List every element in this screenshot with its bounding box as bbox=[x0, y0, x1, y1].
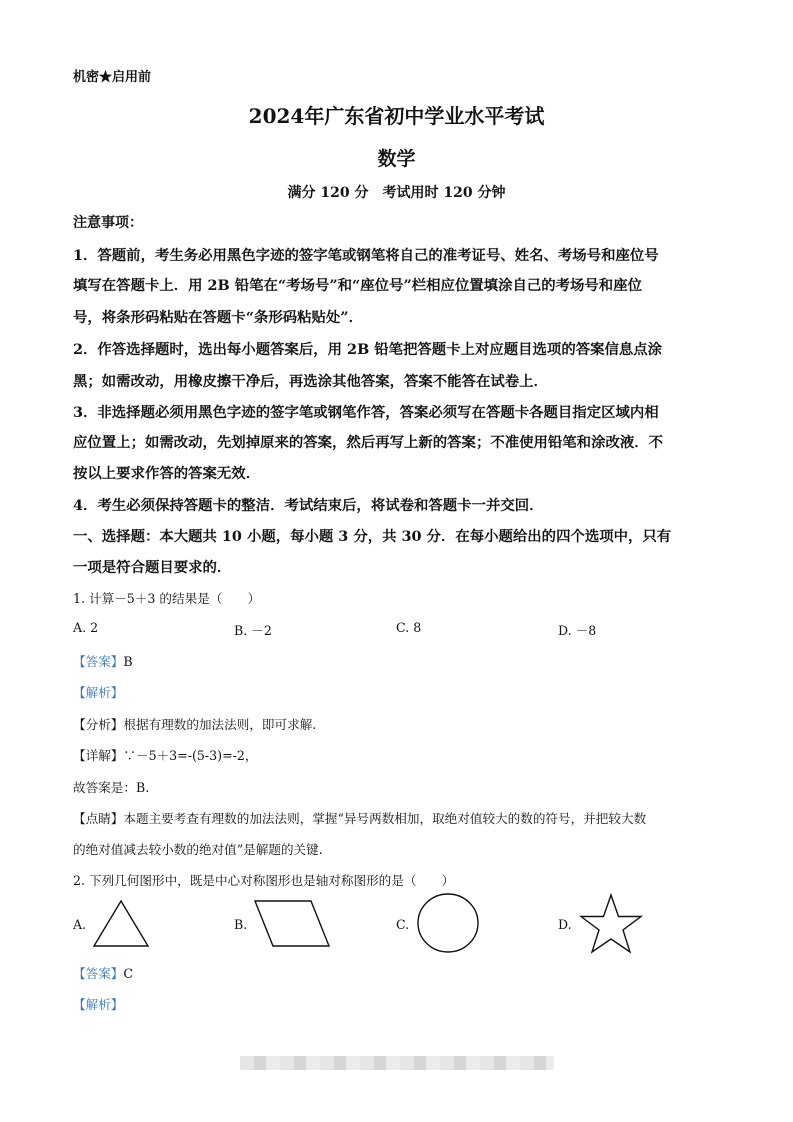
q2-option-a-label: A. bbox=[73, 917, 87, 932]
q2-stem: 2. 下列几何图形中，既是中心对称图形也是轴对称图形的是（ ） bbox=[73, 873, 455, 888]
q1-comment-cont: 的绝对值减去较小数的绝对值”是解题的关键. bbox=[73, 842, 323, 857]
notice-line: 号，将条形码粘贴在答题卡“条形码粘贴处”． bbox=[73, 309, 363, 326]
page-title: 2024年广东省初中学业水平考试 bbox=[248, 104, 545, 128]
notice-heading: 注意事项： bbox=[73, 215, 143, 231]
star-shape bbox=[578, 893, 644, 955]
q1-fenxi: 根据有理数的加法法则，即可求解. bbox=[123, 717, 317, 732]
q1-option-d: D. －8 bbox=[558, 623, 597, 638]
q1-comment-row bbox=[73, 808, 646, 827]
notice-line: 1．答题前，考生务必用黑色字迹的签字笔或钢笔将自己的准考证号、姓名、考场号和座位号 bbox=[73, 247, 659, 264]
answer-tag: 【答案】 bbox=[73, 966, 124, 981]
notice-line: 填写在答题卡上．用 2B 铅笔在“考场号”和“座位号”栏相应位置填涂自己的考场号和座位 bbox=[73, 277, 642, 294]
q1-option-b: B. －2 bbox=[234, 623, 272, 638]
notice-line: 3．非选择题必须用黑色字迹的签字笔或钢笔作答，答案必须写在答题卡各题目指定区域内相 bbox=[73, 404, 659, 421]
q2-option-c-label: C. bbox=[396, 917, 410, 932]
answer-tag: 【答案】 bbox=[73, 654, 124, 669]
q2-analysis-row bbox=[73, 994, 123, 1013]
q2-option-b-label: B. bbox=[234, 917, 248, 932]
confidential-label: 机密★启用前 bbox=[73, 70, 152, 85]
notice-line: 4．考生必须保持答题卡的整洁．考试结束后，将试卷和答题卡一并交回． bbox=[73, 497, 544, 514]
notice-line: 按以上要求作答的答案无效． bbox=[73, 465, 261, 482]
analysis-tag: 【解析】 bbox=[73, 997, 124, 1012]
q1-detail-row bbox=[73, 745, 258, 764]
q1-option-c: C. 8 bbox=[396, 620, 422, 635]
circle-shape bbox=[416, 892, 480, 954]
notice-line: 2．作答选择题时，选出每小题答案后，用 2B 铅笔把答题卡上对应题目选项的答案信息点涂 bbox=[73, 341, 663, 358]
q1-fenxi-row bbox=[73, 714, 316, 733]
subject-title: 数学 bbox=[377, 148, 416, 170]
score-info: 满分 120 分 考试用时 120 分钟 bbox=[287, 185, 506, 201]
section-heading-cont: 一项是符合题目要求的． bbox=[73, 559, 232, 576]
comment-tag: 【点睛】 bbox=[73, 811, 124, 826]
q2-answer: C bbox=[123, 966, 134, 981]
triangle-shape bbox=[92, 899, 150, 949]
q1-comment: 本题主要考查有理数的加法法则，掌握“异号两数相加，取绝对值较大的数的符号，并把较大数 bbox=[123, 811, 647, 826]
q1-answer-row bbox=[73, 651, 133, 670]
blurred-watermark-bar bbox=[240, 1056, 554, 1070]
analysis-tag: 【解析】 bbox=[73, 685, 124, 700]
q1-option-a: A. 2 bbox=[73, 620, 99, 635]
q2-option-d-label: D. bbox=[558, 917, 572, 932]
notice-line: 黑；如需改动，用橡皮擦干净后，再选涂其他答案，答案不能答在试卷上． bbox=[73, 373, 548, 390]
q1-conclusion: 故答案是：B. bbox=[73, 780, 150, 795]
q1-answer: B bbox=[123, 654, 133, 669]
q2-answer-row bbox=[73, 963, 133, 982]
q1-detail: ∵－5＋3=-(5-3)=-2， bbox=[123, 748, 258, 763]
q1-stem: 1. 计算－5＋3 的结果是（ ） bbox=[73, 591, 261, 606]
section-heading: 一、选择题：本大题共 10 小题，每小题 3 分，共 30 分．在每小题给出的四个选项中，只有 bbox=[73, 528, 672, 545]
parallelogram-shape bbox=[253, 899, 331, 949]
q1-analysis-row bbox=[73, 682, 123, 701]
detail-tag: 【详解】 bbox=[73, 748, 124, 763]
notice-line: 应位置上；如需改动，先划掉原来的答案，然后再写上新的答案；不准使用铅笔和涂改液．不 bbox=[73, 434, 664, 451]
fenxi-tag: 【分析】 bbox=[73, 717, 124, 732]
